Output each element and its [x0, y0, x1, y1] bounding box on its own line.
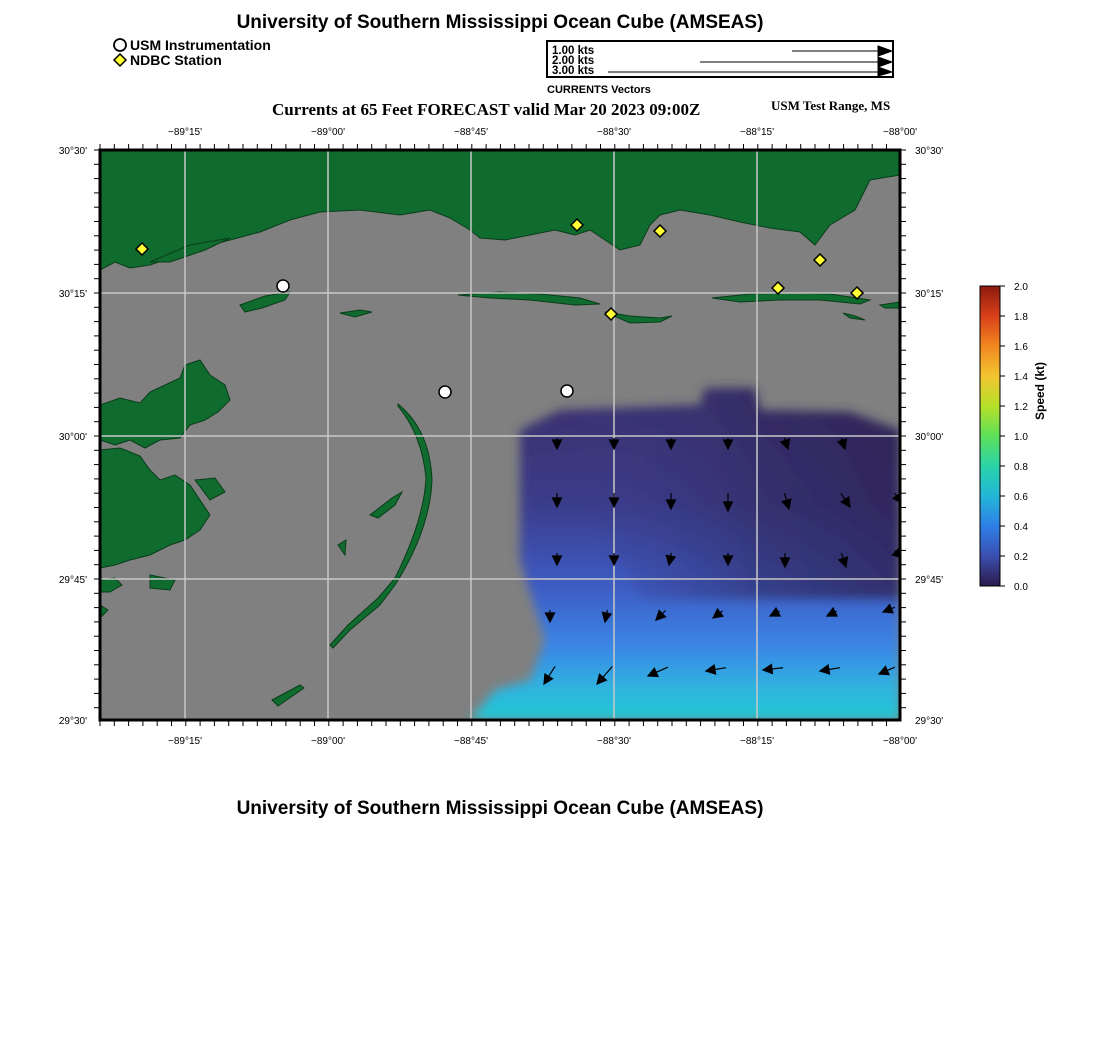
usm-instrument-marker	[277, 280, 289, 292]
legend-usm-label: USM Instrumentation	[130, 37, 271, 53]
speed-colorbar	[980, 282, 1028, 593]
vector-key-label: 2.00 kts	[552, 55, 595, 67]
footer-title: University of Southern Mississippi Ocean Cube (AMSEAS)	[236, 798, 764, 819]
colorbar-tick-label: 1.6	[1014, 342, 1028, 353]
vector-key-label: 3.00 kts	[552, 65, 595, 77]
colorbar-tick-label: 0.8	[1014, 462, 1028, 473]
lon-tick-label: −89°00'	[311, 127, 345, 138]
lat-tick-label: 29°30'	[58, 716, 87, 727]
lat-tick-label: 30°00'	[58, 432, 87, 443]
lat-tick-label: 30°30'	[58, 146, 87, 157]
colorbar-tick-label: 1.2	[1014, 402, 1028, 413]
lon-tick-label: −89°15'	[168, 736, 202, 747]
map-subtitle: Currents at 65 Feet FORECAST valid Mar 20 2023 09:00Z	[272, 100, 701, 119]
usm-instrument-marker	[439, 386, 451, 398]
region-label: USM Test Range, MS	[771, 98, 891, 113]
lon-tick-label: −88°15'	[740, 736, 774, 747]
colorbar-tick-label: 0.0	[1014, 582, 1028, 593]
colorbar-ramp	[980, 286, 1000, 586]
lon-tick-label: −88°30'	[597, 127, 631, 138]
lon-tick-label: −88°45'	[454, 736, 488, 747]
legend-ndbc-label: NDBC Station	[130, 52, 222, 68]
map-title: University of Southern Mississippi Ocean Cube (AMSEAS)	[236, 12, 764, 33]
colorbar-tick-label: 0.2	[1014, 552, 1028, 563]
vector-key-caption: CURRENTS Vectors	[547, 84, 651, 96]
lon-tick-label: −88°45'	[454, 127, 488, 138]
lat-tick-label: 29°45'	[915, 575, 944, 586]
colorbar-tick-label: 2.0	[1014, 282, 1028, 293]
lat-tick-label: 30°00'	[915, 432, 944, 443]
colorbar-tick-label: 1.4	[1014, 372, 1028, 383]
lon-tick-label: −89°00'	[311, 736, 345, 747]
lon-tick-label: −88°15'	[740, 127, 774, 138]
lat-tick-label: 29°45'	[58, 575, 87, 586]
lat-tick-label: 30°15'	[915, 289, 944, 300]
colorbar-tick-label: 0.4	[1014, 522, 1028, 533]
current-speed-field	[470, 388, 900, 720]
lat-tick-label: 29°30'	[915, 716, 944, 727]
colorbar-tick-label: 1.8	[1014, 312, 1028, 323]
lon-tick-label: −88°00'	[883, 736, 917, 747]
colorbar-tick-label: 0.6	[1014, 492, 1028, 503]
colorbar-tick-label: 1.0	[1014, 432, 1028, 443]
colorbar-title: Speed (kt)	[1033, 361, 1047, 420]
lat-tick-label: 30°30'	[915, 146, 944, 157]
lon-tick-label: −88°30'	[597, 736, 631, 747]
lon-tick-label: −89°15'	[168, 127, 202, 138]
lat-tick-label: 30°15'	[58, 289, 87, 300]
lon-tick-label: −88°00'	[883, 127, 917, 138]
usm-instrument-marker	[561, 385, 573, 397]
vector-key-label: 1.00 kts	[552, 45, 595, 57]
